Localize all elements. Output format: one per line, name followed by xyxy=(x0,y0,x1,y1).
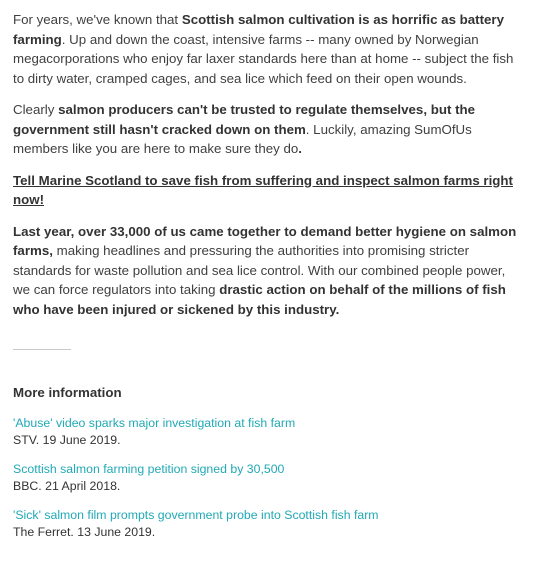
campaign-bold-1: Last year, over 33,000 of us came together to demand better hygiene on salmon farms, xyxy=(13,223,517,258)
reference-item xyxy=(13,507,520,541)
more-info-heading: More information xyxy=(13,385,122,400)
campaign-bold-2: drastic action on behalf of the millions of fish who have been injured or sickened by this industry. xyxy=(13,282,506,317)
regulation-bold-1: salmon producers can't be trusted to regulate themselves, but the government still hasn't cracked down on them xyxy=(13,102,476,137)
reference-link-stv[interactable]: 'Abuse' video sparks major investigation at fish farm xyxy=(13,415,296,430)
petition-cta-link[interactable]: Tell Marine Scotland to save fish from suffering and inspect salmon farms right now! xyxy=(13,172,513,207)
section-divider xyxy=(13,349,71,350)
intro-bold-1: Scottish salmon cultivation is as horrific as battery farming xyxy=(13,12,504,47)
intro-paragraph xyxy=(13,10,520,88)
reference-source-stv: STV. 19 June 2019. xyxy=(13,432,121,447)
intro-text-1: For years, we've known that xyxy=(13,12,182,27)
campaign-text-1: making headlines and pressuring the authorities into promising stricter standards for waste pollution and sea lice control. With our combined people power, we can force regulators into taking xyxy=(13,243,506,297)
regulation-paragraph xyxy=(13,100,520,159)
reference-source-ferret: The Ferret. 13 June 2019. xyxy=(13,524,156,539)
campaign-paragraph xyxy=(13,222,520,320)
reference-item xyxy=(13,461,520,495)
reference-item xyxy=(13,415,520,449)
reference-link-bbc[interactable]: Scottish salmon farming petition signed by 30,500 xyxy=(13,461,285,476)
regulation-text-1: Clearly xyxy=(13,102,59,117)
reference-source-bbc: BBC. 21 April 2018. xyxy=(13,478,121,493)
intro-text-2: . Up and down the coast, intensive farms -- many owned by Norwegian megacorporations who enjoy far laxer standards here than at home -- subject the fish to dirty water, cramped cages, and sea lice which feed on their open wounds. xyxy=(13,31,514,86)
reference-link-ferret[interactable]: 'Sick' salmon film prompts government probe into Scottish fish farm xyxy=(13,507,379,522)
regulation-text-2: . Luckily, amazing SumOfUs members like you are here to make sure they do xyxy=(13,121,472,156)
regulation-bold-2: . xyxy=(298,141,302,156)
